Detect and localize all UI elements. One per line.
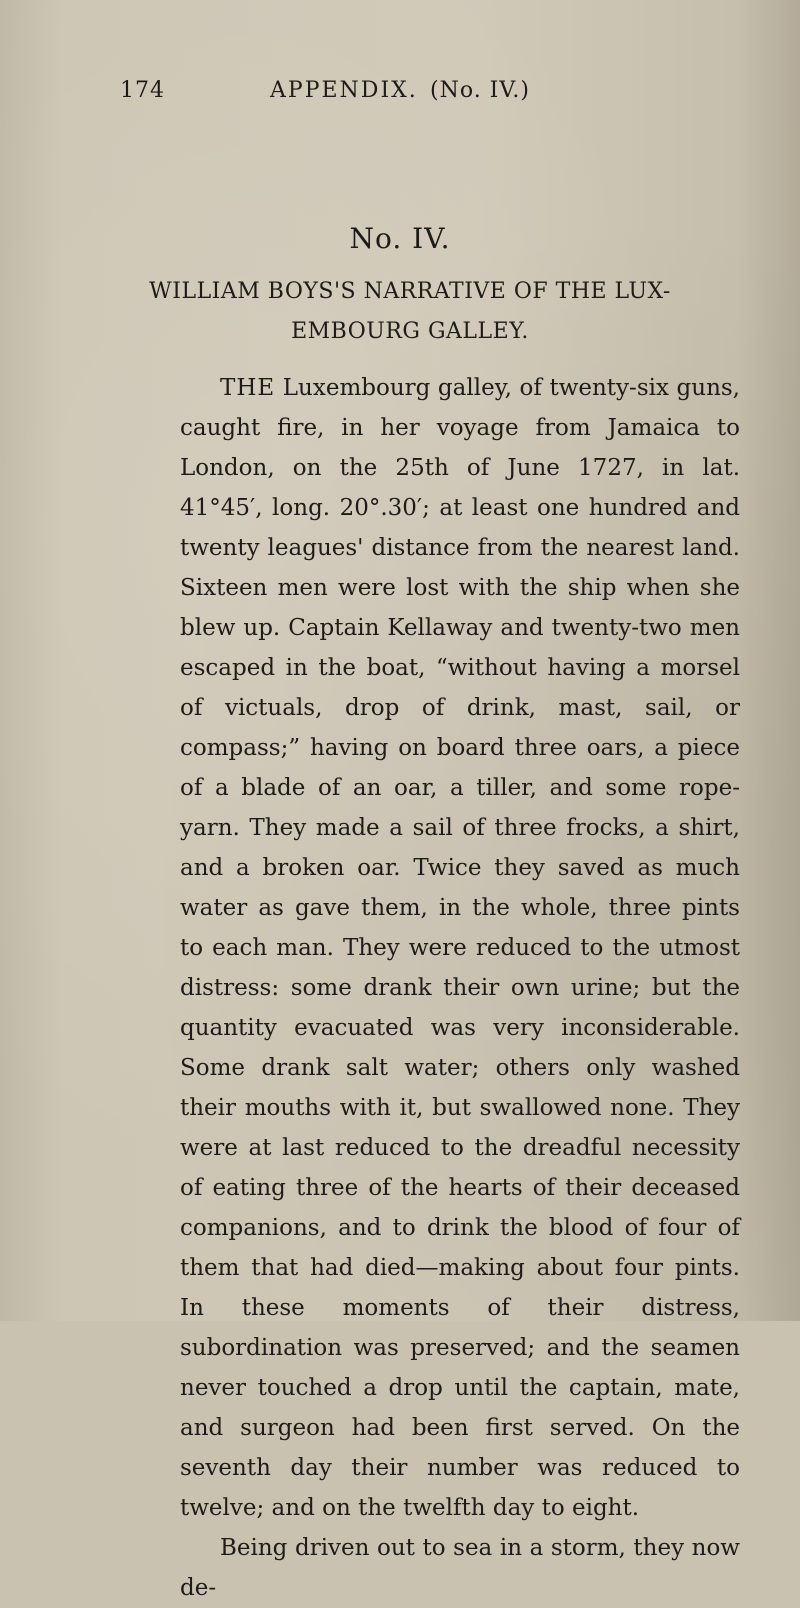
running-header <box>120 78 680 118</box>
paragraph-1 <box>180 368 740 1528</box>
paragraph-2: Being driven out to sea in a storm, they now de- <box>180 1535 740 1601</box>
page-number: 174 <box>120 78 165 103</box>
section-reference: (No. IV.) <box>430 78 530 103</box>
narrative-title: WILLIAM BOYS'S NARRATIVE OF THE LUX-EMBOURG GALLEY. <box>149 279 671 344</box>
paragraph-1-text: Luxembourg galley, of twenty-six guns, caught fire, in her voyage from Jamaica to London, on the 25th of June 1727, in lat. 41°45′, long. 20°.30′; at least one hundred and twenty leagues' distance from the nearest land. Sixteen men were lost with the ship when she blew up. Captain Kellaway and twenty-two men escaped in the boat, “without having a morsel of victuals, drop of drink, mast, sail, or compass;” having on board three oars, a piece of a blade of an oar, a tiller, and some rope-yarn. They made a sail of three frocks, a shirt, and a broken oar. Twice they saved as much water as gave them, in the whole, three pints to each man. They were reduced to the utmost distress: some drank their own urine; but the quantity evacuated was very inconsiderable. Some drank salt water; others only washed their mouths with it, but swallowed none. They were at last reduced to the dreadful necessity of eating three of the hearts of their deceased companions, and to drink the blood of four of them that had died—making about four pints. In these moments of their distress, subordination was preserved; and the seamen never touched a drop until the captain, mate, and surgeon had been first served. On the seventh day their number was reduced to twelve; and on the twelfth day to eight. <box>180 375 740 1521</box>
body-text <box>180 368 740 1608</box>
section-number: No. IV. <box>349 222 451 255</box>
running-title: APPENDIX. <box>270 78 418 103</box>
paragraph-first-word: THE <box>220 375 276 401</box>
